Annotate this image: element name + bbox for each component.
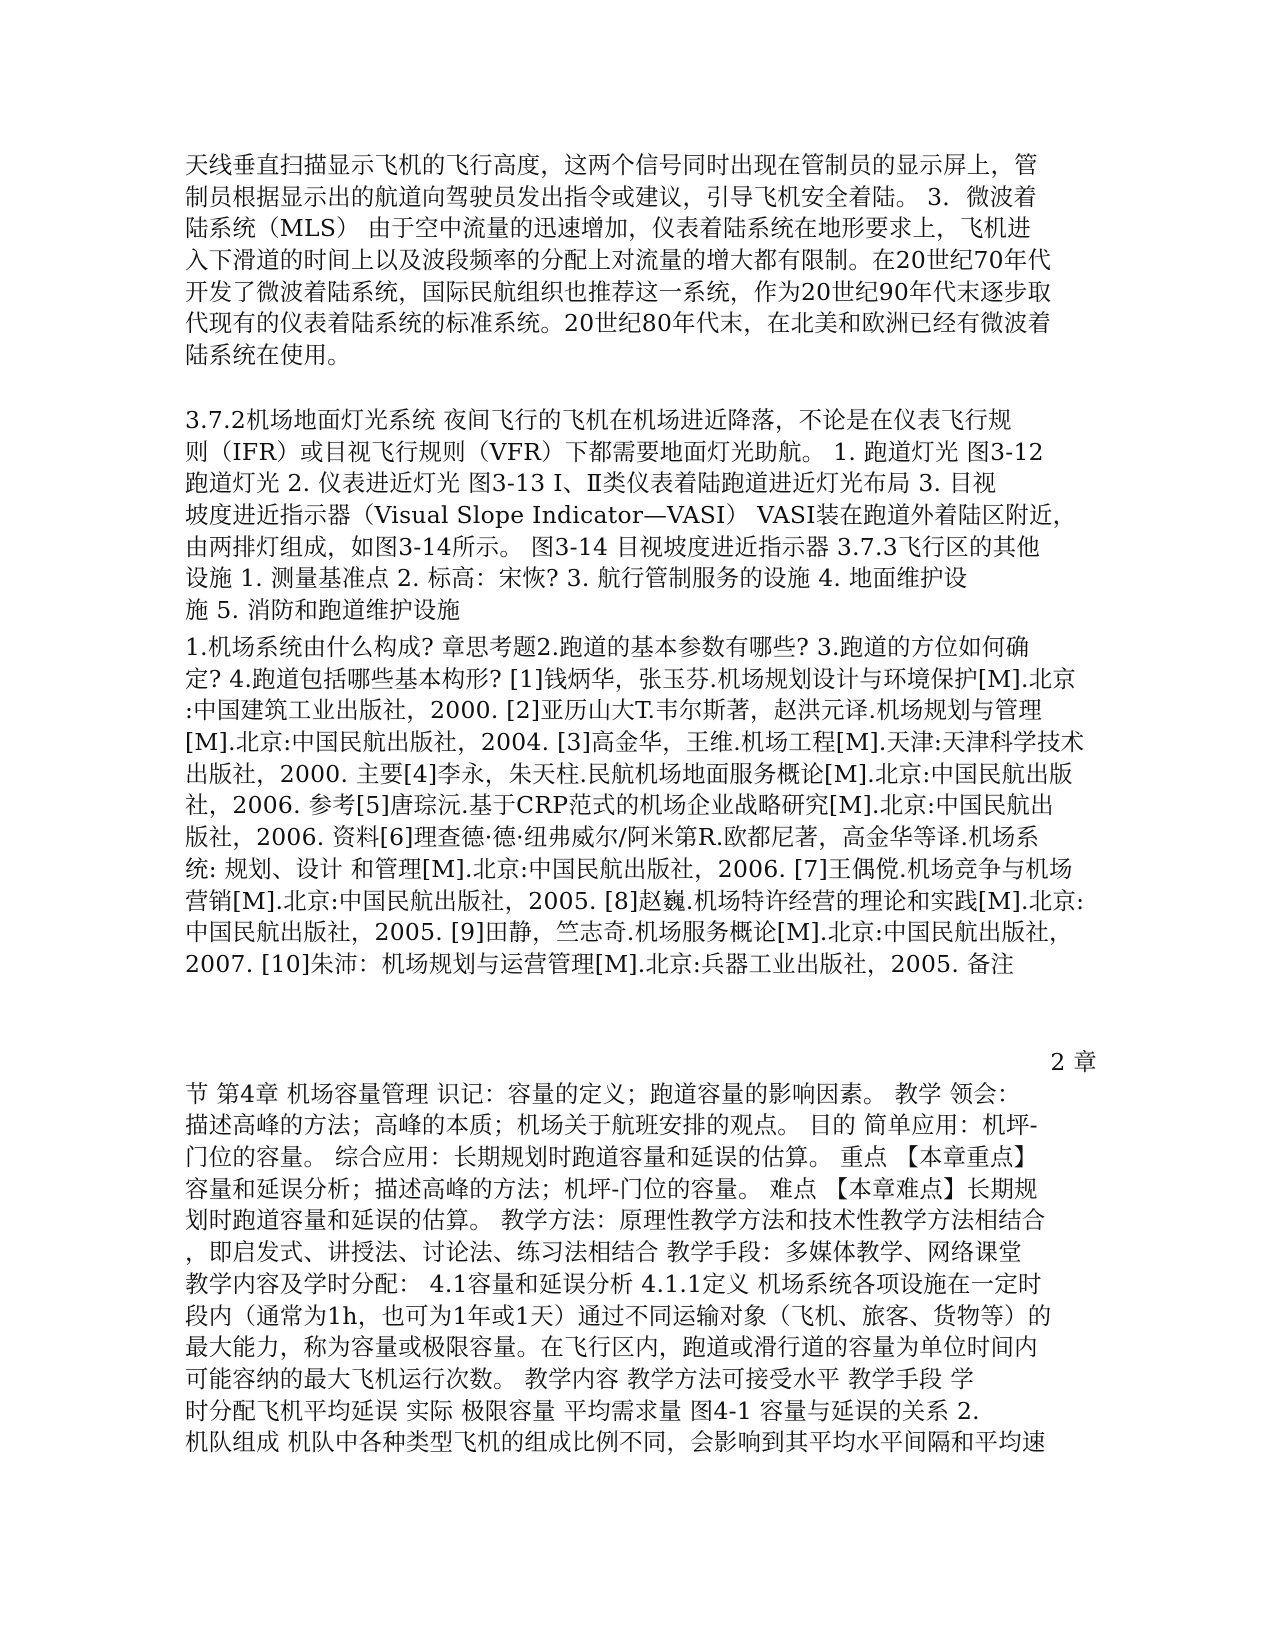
text-line: 代现有的仪表着陆系统的标准系统。20世纪80年代末，在北美和欧洲已经有微波着 xyxy=(185,309,1052,338)
text-line: 陆系统（MLS） 由于空中流量的迅速增加，仪表着陆系统在地形要求上，飞机进 xyxy=(185,214,1031,243)
text-line: 社，2006. 参考[5]唐琮沅.基于CRP范式的机场企业战略研究[M].北京:中国民航出 xyxy=(185,791,1054,820)
text-line: 由两排灯组成，如图3-14所示。 图3-14 目视坡度进近指示器 3.7.3飞行区的其他 xyxy=(185,532,1041,561)
text-line: 中国民航出版社，2005. [9]田静，竺志奇.机场服务概论[M].北京:中国民航出版社， xyxy=(185,918,1073,947)
text-line: 容量和延误分析；描述高峰的方法；机坪-门位的容量。 难点 【本章难点】长期规 xyxy=(185,1174,1038,1203)
text-line: 描述高峰的方法；高峰的本质；机场关于航班安排的观点。 目的 简单应用：机坪- xyxy=(185,1111,1038,1140)
text-line: ，即启发式、讲授法、讨论法、练习法相结合 教学手段：多媒体教学、网络课堂 xyxy=(185,1238,1022,1267)
text-line: 可能容纳的最大飞机运行次数。 教学内容 教学方法可接受水平 教学手段 学 xyxy=(185,1364,975,1393)
text-line: 制员根据显示出的航道向驾驶员发出指令或建议，引导飞机安全着陆。 3．微波着 xyxy=(185,182,1038,211)
text-line: 段内（通常为1h，也可为1年或1天）通过不同运输对象（飞机、旅客、货物等）的 xyxy=(185,1301,1052,1330)
text-line: 教学内容及学时分配： 4.1容量和延误分析 4.1.1定义 机场系统各项设施在一定时 xyxy=(185,1269,1042,1298)
paragraph-mls xyxy=(185,150,1097,372)
text-line: :中国建筑工业出版社，2000. [2]亚历山大T.韦尔斯著，赵洪元译.机场规划与管理 xyxy=(185,696,1043,725)
text-line: 最大能力，称为容量或极限容量。在飞行区内，跑道或滑行道的容量为单位时间内 xyxy=(185,1333,1038,1362)
text-line: 坡度进近指示器（Visual Slope Indicator—VASI） VASI装在跑道外着陆区附近， xyxy=(185,501,1077,530)
text-line: 入下滑道的时间上以及波段频率的分配上对流量的增大都有限制。在20世纪70年代 xyxy=(185,246,1052,275)
text-line: 划时跑道容量和延误的估算。 教学方法：原理性教学方法和技术性教学方法相结合 xyxy=(185,1206,1046,1235)
text-line: 机队组成 机队中各种类型飞机的组成比例不同，会影响到其平均水平间隔和平均速 xyxy=(185,1428,1046,1457)
text-line: 陆系统在使用。 xyxy=(185,341,351,370)
text-line: 1.机场系统由什么构成? 章思考题2.跑道的基本参数有哪些? 3.跑道的方位如何确 xyxy=(185,633,1030,661)
text-line: [M].北京:中国民航出版社，2004. [3]高金华，王维.机场工程[M].天津:天津科学技术 xyxy=(185,728,1085,757)
text-line: 版社，2006. 资料[6]理查德·德·纽弗威尔/阿米第R.欧都尼著，高金华等译.机场系 xyxy=(185,823,1040,852)
text-line: 节 第4章 机场容量管理 识记：容量的定义；跑道容量的影响因素。 教学 领会： xyxy=(185,1079,1021,1108)
paragraph-references xyxy=(185,632,1097,981)
text-line: 2007. [10]朱沛：机场规划与运营管理[M].北京:兵器工业出版社，2005. 备注 xyxy=(185,949,1015,978)
text-line: 天线垂直扫描显示飞机的飞行高度，这两个信号同时出现在管制员的显示屏上，管 xyxy=(185,151,1038,179)
text-line: 施 5. 消防和跑道维护设施 xyxy=(185,596,461,625)
text-line: 出版社，2000. 主要[4]李永，朱天柱.民航机场地面服务概论[M].北京:中国民航出版 xyxy=(185,759,1073,788)
text-line: 3.7.2机场地面灯光系统 夜间飞行的飞机在机场进近降落，不论是在仪表飞行规 xyxy=(185,406,1012,434)
text-line: 定? 4.跑道包括哪些基本构形? [1]钱炳华，张玉芬.机场规划设计与环境保护[M].北京 xyxy=(185,664,1077,693)
text-line: 营销[M].北京:中国民航出版社，2005. [8]赵巍.机场特许经营的理论和实践[M].北京: xyxy=(185,886,1085,915)
text-line: 统: 规划、设计 和管理[M].北京:中国民航出版社，2006. [7]王偶傥.机场竞争与机场 xyxy=(185,854,1073,883)
text-line: 设施 1. 测量基准点 2. 标高：宋恢? 3. 航行管制服务的设施 4. 地面维护设 xyxy=(185,564,968,593)
chapter-heading: 2 章 xyxy=(1050,1048,1097,1076)
text-line: 开发了微波着陆系统，国际民航组织也推荐这一系统，作为20世纪90年代末逐步取 xyxy=(185,277,1052,306)
paragraph-chapter-4 xyxy=(185,1047,1097,1459)
text-line: 则（IFR）或目视飞行规则（VFR）下都需要地面灯光助航。 1. 跑道灯光 图3-12 xyxy=(185,437,1044,466)
text-line: 跑道灯光 2. 仪表进近灯光 图3-13 I、Ⅱ类仪表着陆跑道进近灯光布局 3. 目视 xyxy=(185,469,997,498)
text-line: 时分配飞机平均延误 实际 极限容量 平均需求量 图4-1 容量与延误的关系 2. xyxy=(185,1396,980,1425)
text-line: 门位的容量。 综合应用：长期规划时跑道容量和延误的估算。 重点 【本章重点】 xyxy=(185,1143,1038,1172)
paragraph-lighting-system xyxy=(185,405,1097,627)
